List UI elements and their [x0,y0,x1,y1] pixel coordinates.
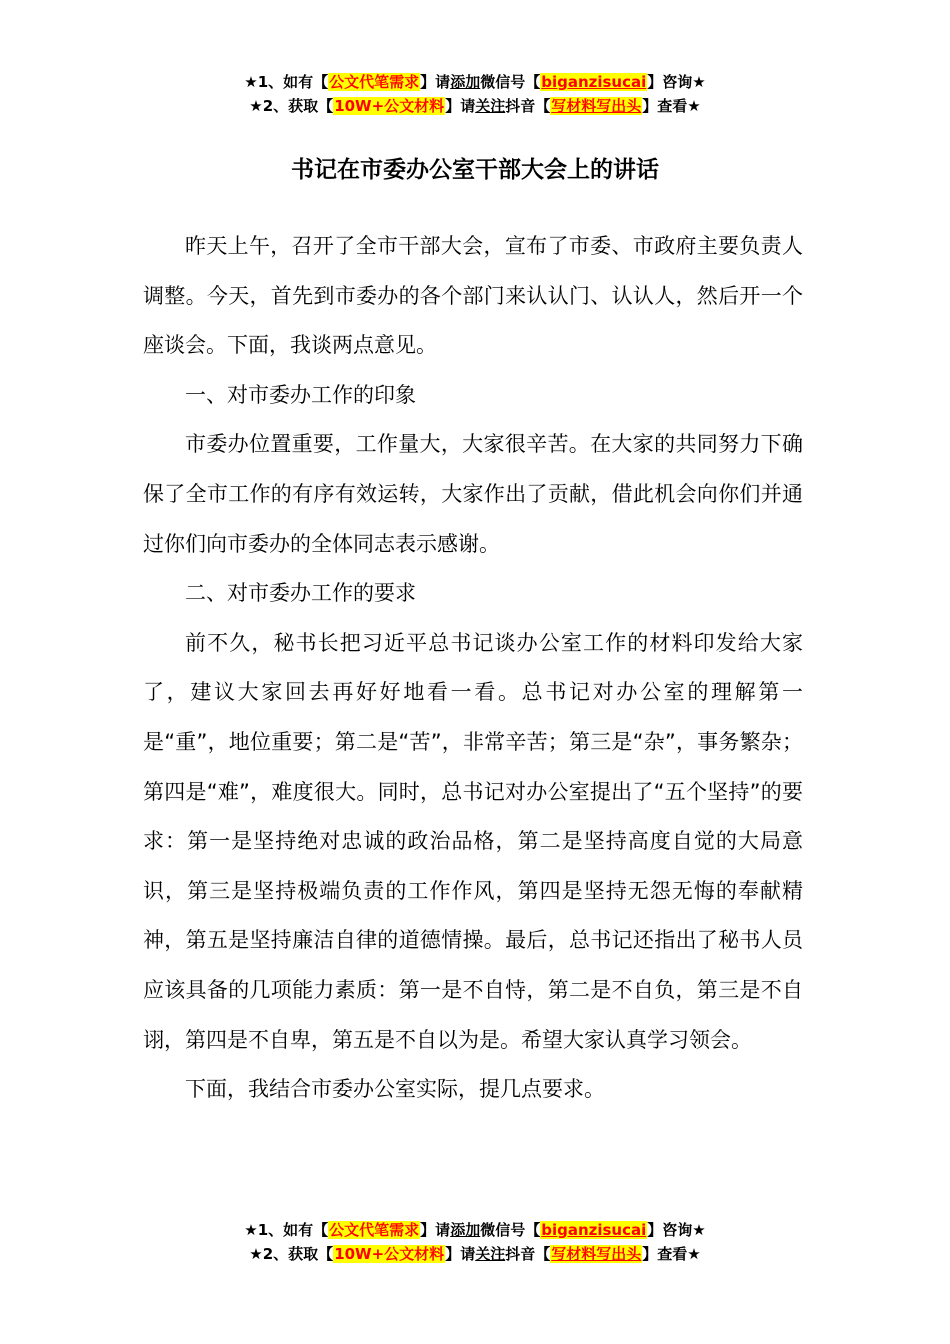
underlined-text: 关注 [475,1245,506,1263]
banner-text: 抖音【 [505,97,551,115]
document-title: 书记在市委办公室干部大会上的讲话 [291,157,659,183]
footer-banner-line-2 [0,1242,950,1266]
banner-text: ★2、获取【 [249,1245,334,1263]
highlight-service: 公文代笔需求 [329,73,420,91]
highlight-materials: 10W+公文材料 [334,1245,445,1263]
banner-text: 】查看★ [642,1245,701,1263]
banner-text: 】请 [445,1245,476,1263]
section-heading-2: 二、对市委办工作的要求 [185,581,416,606]
wechat-id-highlight: biganzisucai [541,1221,647,1239]
banner-text: ★2、获取【 [249,97,334,115]
banner-text: 微信号【 [480,73,541,91]
highlight-materials: 10W+公文材料 [334,97,445,115]
paragraph-requirements: 前不久，秘书长把习近平总书记谈办公室工作的材料印发给大家了，建议大家回去再好好地看一看。总书记对办公室的理解第一是“重”，地位重要；第二是“苦”，非常辛苦；第三是“杂”，事务繁杂；第四是“难”，难度很大。同时，总书记对办公室提出了“五个坚持”的要求：第一是坚持绝对忠诚的政治品格，第二是坚持高度自觉的大局意识，第三是坚持极端负责的工作作风，第四是坚持无怨无悔的奉献精神，第五是坚持廉洁自律的道德情操。最后，总书记还指出了秘书人员应该具备的几项能力素质：第一是不自恃，第二是不自负，第三是不自诩，第四是不自卑，第五是不自以为是。希望大家认真学习领会。 [143,630,803,1052]
document-body [143,222,803,1115]
banner-text: 抖音【 [505,1245,551,1263]
header-banner [0,70,950,118]
banner-text: 微信号【 [480,1221,541,1239]
banner-text: ★1、如有【 [244,73,329,91]
douyin-account-highlight: 写材料写出头 [551,1245,642,1263]
footer-banner-line-1 [0,1218,950,1242]
banner-text: 】咨询★ [647,1221,706,1239]
paragraph-impression: 市委办位置重要，工作量大，大家很辛苦。在大家的共同努力下确保了全市工作的有序有效运转，大家作出了贡献，借此机会向你们并通过你们向市委办的全体同志表示感谢。 [143,432,803,556]
header-banner-line-2 [0,94,950,118]
banner-text: 】咨询★ [647,73,706,91]
header-banner-line-1 [0,70,950,94]
banner-text: 】请 [420,1221,451,1239]
paragraph-intro: 昨天上午，召开了全市干部大会，宣布了市委、市政府主要负责人调整。今天，首先到市委办的各个部门来认认门、认认人，然后开一个座谈会。下面，我谈两点意见。 [143,234,803,358]
douyin-account-highlight: 写材料写出头 [551,97,642,115]
banner-text: 】请 [420,73,451,91]
banner-text: ★1、如有【 [244,1221,329,1239]
paragraph-closing: 下面，我结合市委办公室实际，提几点要求。 [185,1077,605,1102]
banner-text: 】请 [445,97,476,115]
highlight-service: 公文代笔需求 [329,1221,420,1239]
banner-text: 】查看★ [642,97,701,115]
underlined-text: 添加 [450,1221,481,1239]
underlined-text: 添加 [450,73,481,91]
wechat-id-highlight: biganzisucai [541,73,647,91]
footer-banner [0,1218,950,1266]
underlined-text: 关注 [475,97,506,115]
section-heading-1: 一、对市委办工作的印象 [185,382,416,407]
